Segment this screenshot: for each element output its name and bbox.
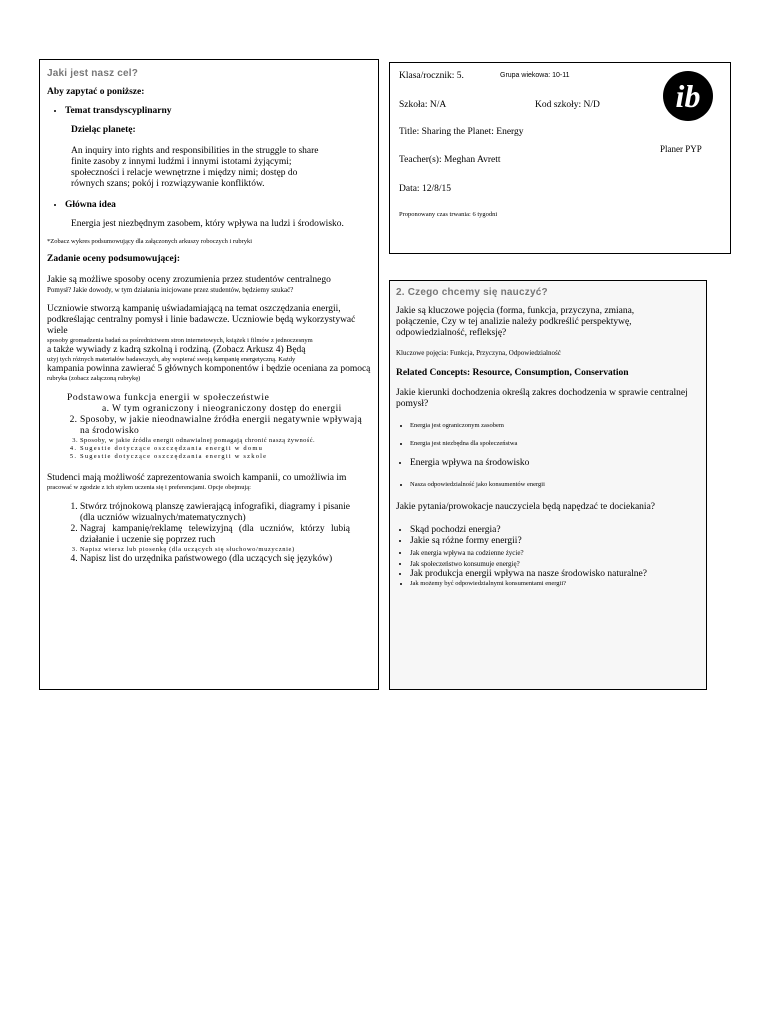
campaign-text-1: Uczniowie stworzą kampanię uświadamiającą na temat oszczędzania energii, podkreślając centralny pomysł i linie badawcze. Uczniowie będą wykorzystywać wiele: [47, 304, 356, 336]
presentation-options: [47, 502, 372, 565]
purpose-section: [39, 59, 379, 690]
ib-logo: [660, 70, 714, 154]
option-item: 1. Stwórz trójnokową planszę zawierającą infografiki, diagramy i pisanie (dla uczniów wizualnych/matematycznych): [80, 502, 350, 524]
logo-caption: Planer PYP: [660, 144, 702, 154]
school-code: Kod szkoły: N/D: [535, 100, 600, 110]
campaign-text-4: użyj tych różnych materiałów badawczych, aby wspierać swoją kampanię energetyczną. Każdy: [47, 356, 296, 363]
central-idea-bullet: • Główna idea: [65, 200, 372, 211]
assessment-title: Zadanie oceny podsumowującej:: [47, 254, 181, 264]
age-group: Grupa wiekowa: 10-11: [500, 72, 570, 79]
inquiry-line: • Energia jest niezbędna dla społeczeństwa: [410, 440, 700, 448]
school: Szkoła: N/A: [399, 100, 447, 110]
component-item: 5. Sugestie dotyczące oszczędzania energii w szkole: [80, 453, 372, 461]
provocation-item: • Jak możemy być odpowiedzialnymi konsumentami energii?: [410, 580, 700, 588]
campaign-text-3: a także wywiady z kadrą szkolną i rodziną. (Zobacz Arkusz 4) Będą: [47, 345, 306, 355]
option-item: 4. Napisz list do urzędnika państwowego (dla uczących się języków): [80, 554, 372, 565]
component-sub-a: a. W tym ograniczony i nieograniczony dostęp do energii: [102, 404, 342, 414]
provocation-item: • Jak energia wpływa na codzienne życie?: [410, 549, 700, 558]
section-header-purpose: Jaki jest nasz cel?: [47, 68, 139, 79]
components-list: [47, 393, 372, 461]
key-concepts-question: Jakie są kluczowe pojęcia (forma, funkcja, przyczyna, zmiana, połączenie, Czy w tej analizie należy podkreślić perspektywę, odpowiedzialność, refleksję?: [396, 306, 635, 338]
option-item: 2. Nagraj kampanię/reklamę telewizyjną (dla uczniów, którzy lubią działanie i uczenie się poprzez ruch: [80, 524, 350, 546]
date: Data: 12/8/15: [399, 184, 451, 194]
assessment-question-2: Pomysł? Jakie dowody, w tym działania inicjowane przez studentów, będziemy szukać?: [47, 286, 294, 294]
option-item: 3. Napisz wiersz lub piosenkę (dla uczących się słuchowo/muzycznie): [80, 546, 372, 554]
provocation-item: • Jak produkcja energii wpływa na nasze środowisko naturalne?: [410, 569, 700, 580]
provocation-item: • Jak społeczeństwo konsumuje energię?: [410, 560, 700, 569]
component-item: 4. Sugestie dotyczące oszczędzania energii w domu: [80, 445, 372, 453]
component-item: 3. Sposoby, w jakie źródła energii odnawialnej pomagają chronić naszą żywność.: [80, 437, 372, 445]
theme-name: Dzieląc planetę:: [71, 125, 136, 135]
duration: Proponowany czas trwania: 6 tygodni: [399, 211, 498, 218]
inquiry-line: • Nasza odpowiedzialność jako konsumentów energii: [410, 481, 700, 489]
learning-section: [389, 280, 707, 690]
campaign-text-6: rubryka (zobacz załączoną rubrykę): [47, 375, 141, 382]
central-idea-list: [47, 200, 372, 211]
inquiry-line: • Energia wpływa na środowisko: [410, 458, 700, 469]
provocations-list: [396, 525, 700, 588]
ask-label: Aby zapytać o poniższe:: [47, 87, 145, 97]
ib-logo-text: ib: [675, 78, 701, 114]
class-year: Klasa/rocznik: 5.: [399, 71, 464, 81]
lines-question: Jakie kierunki dochodzenia określą zakres dochodzenia w sprawie centralnej pomysł?: [396, 388, 688, 409]
assessment-question-1: Jakie są możliwe sposoby oceny zrozumienia przez studentów centralnego: [47, 275, 331, 285]
theme-description: An inquiry into rights and responsibilities in the struggle to share finite zasoby z innymi ludźmi i innymi istotami żyjącymi; społeczności i relacje wewnętrzne i między nimi; dostęp do równych szans; pokój i rozwiązywanie konfliktów.: [71, 146, 319, 189]
key-concepts: Kluczowe pojęcia: Funkcja, Przyczyna, Odpowiedzialność: [396, 349, 561, 357]
central-idea-text: Energia jest niezbędnym zasobem, który wpływa na ludzi i środowisko.: [71, 219, 344, 229]
theme-list: [47, 106, 372, 117]
inquiry-line: • Energia jest ograniczonym zasobem: [410, 422, 700, 430]
theme-bullet: • Temat transdyscyplinarny: [65, 106, 372, 117]
unit-title: Title: Sharing the Planet: Energy: [399, 127, 524, 137]
ib-logo-icon: [662, 70, 714, 122]
students-line-1: Studenci mają możliwość zaprezentowania swoich kampanii, co umożliwia im: [47, 473, 347, 483]
provocations-question: Jakie pytania/prowokacje nauczyciela będą napędzać te dociekania?: [396, 502, 655, 512]
teachers: Teacher(s): Meghan Avrett: [399, 155, 501, 165]
component-item: 2. Sposoby, w jakie nieodnawialne źródła energii negatywnie wpływają na środowisko: [80, 415, 372, 437]
section-header-learning: 2. Czego chcemy się nauczyć?: [396, 287, 548, 298]
provocation-item: • Jakie są różne formy energii?: [410, 536, 700, 547]
students-line-2: pracować w zgodzie z ich stylem uczenia się i preferencjami. Opcje obejmują:: [47, 484, 251, 491]
rubric-note: *Zobacz wykres podsumowujący dla załączonych arkuszy roboczych i rubryki: [47, 238, 253, 245]
component-heading: Podstawowa funkcja energii w społeczeństwie: [67, 393, 270, 403]
component-numbered-list: [47, 415, 372, 461]
provocation-item: • Skąd pochodzi energia?: [410, 525, 700, 536]
lines-of-inquiry: [396, 422, 700, 489]
campaign-text-5: kampania powinna zawierać 5 głównych komponentów i będzie oceniana za pomocą: [47, 364, 371, 374]
campaign-text-2: sposoby gromadzenia badań za pośrednictwem stron internetowych, książek i filmów z jednoczesnym: [47, 337, 313, 344]
related-concepts: Related Concepts: Resource, Consumption, Conservation: [396, 368, 629, 378]
